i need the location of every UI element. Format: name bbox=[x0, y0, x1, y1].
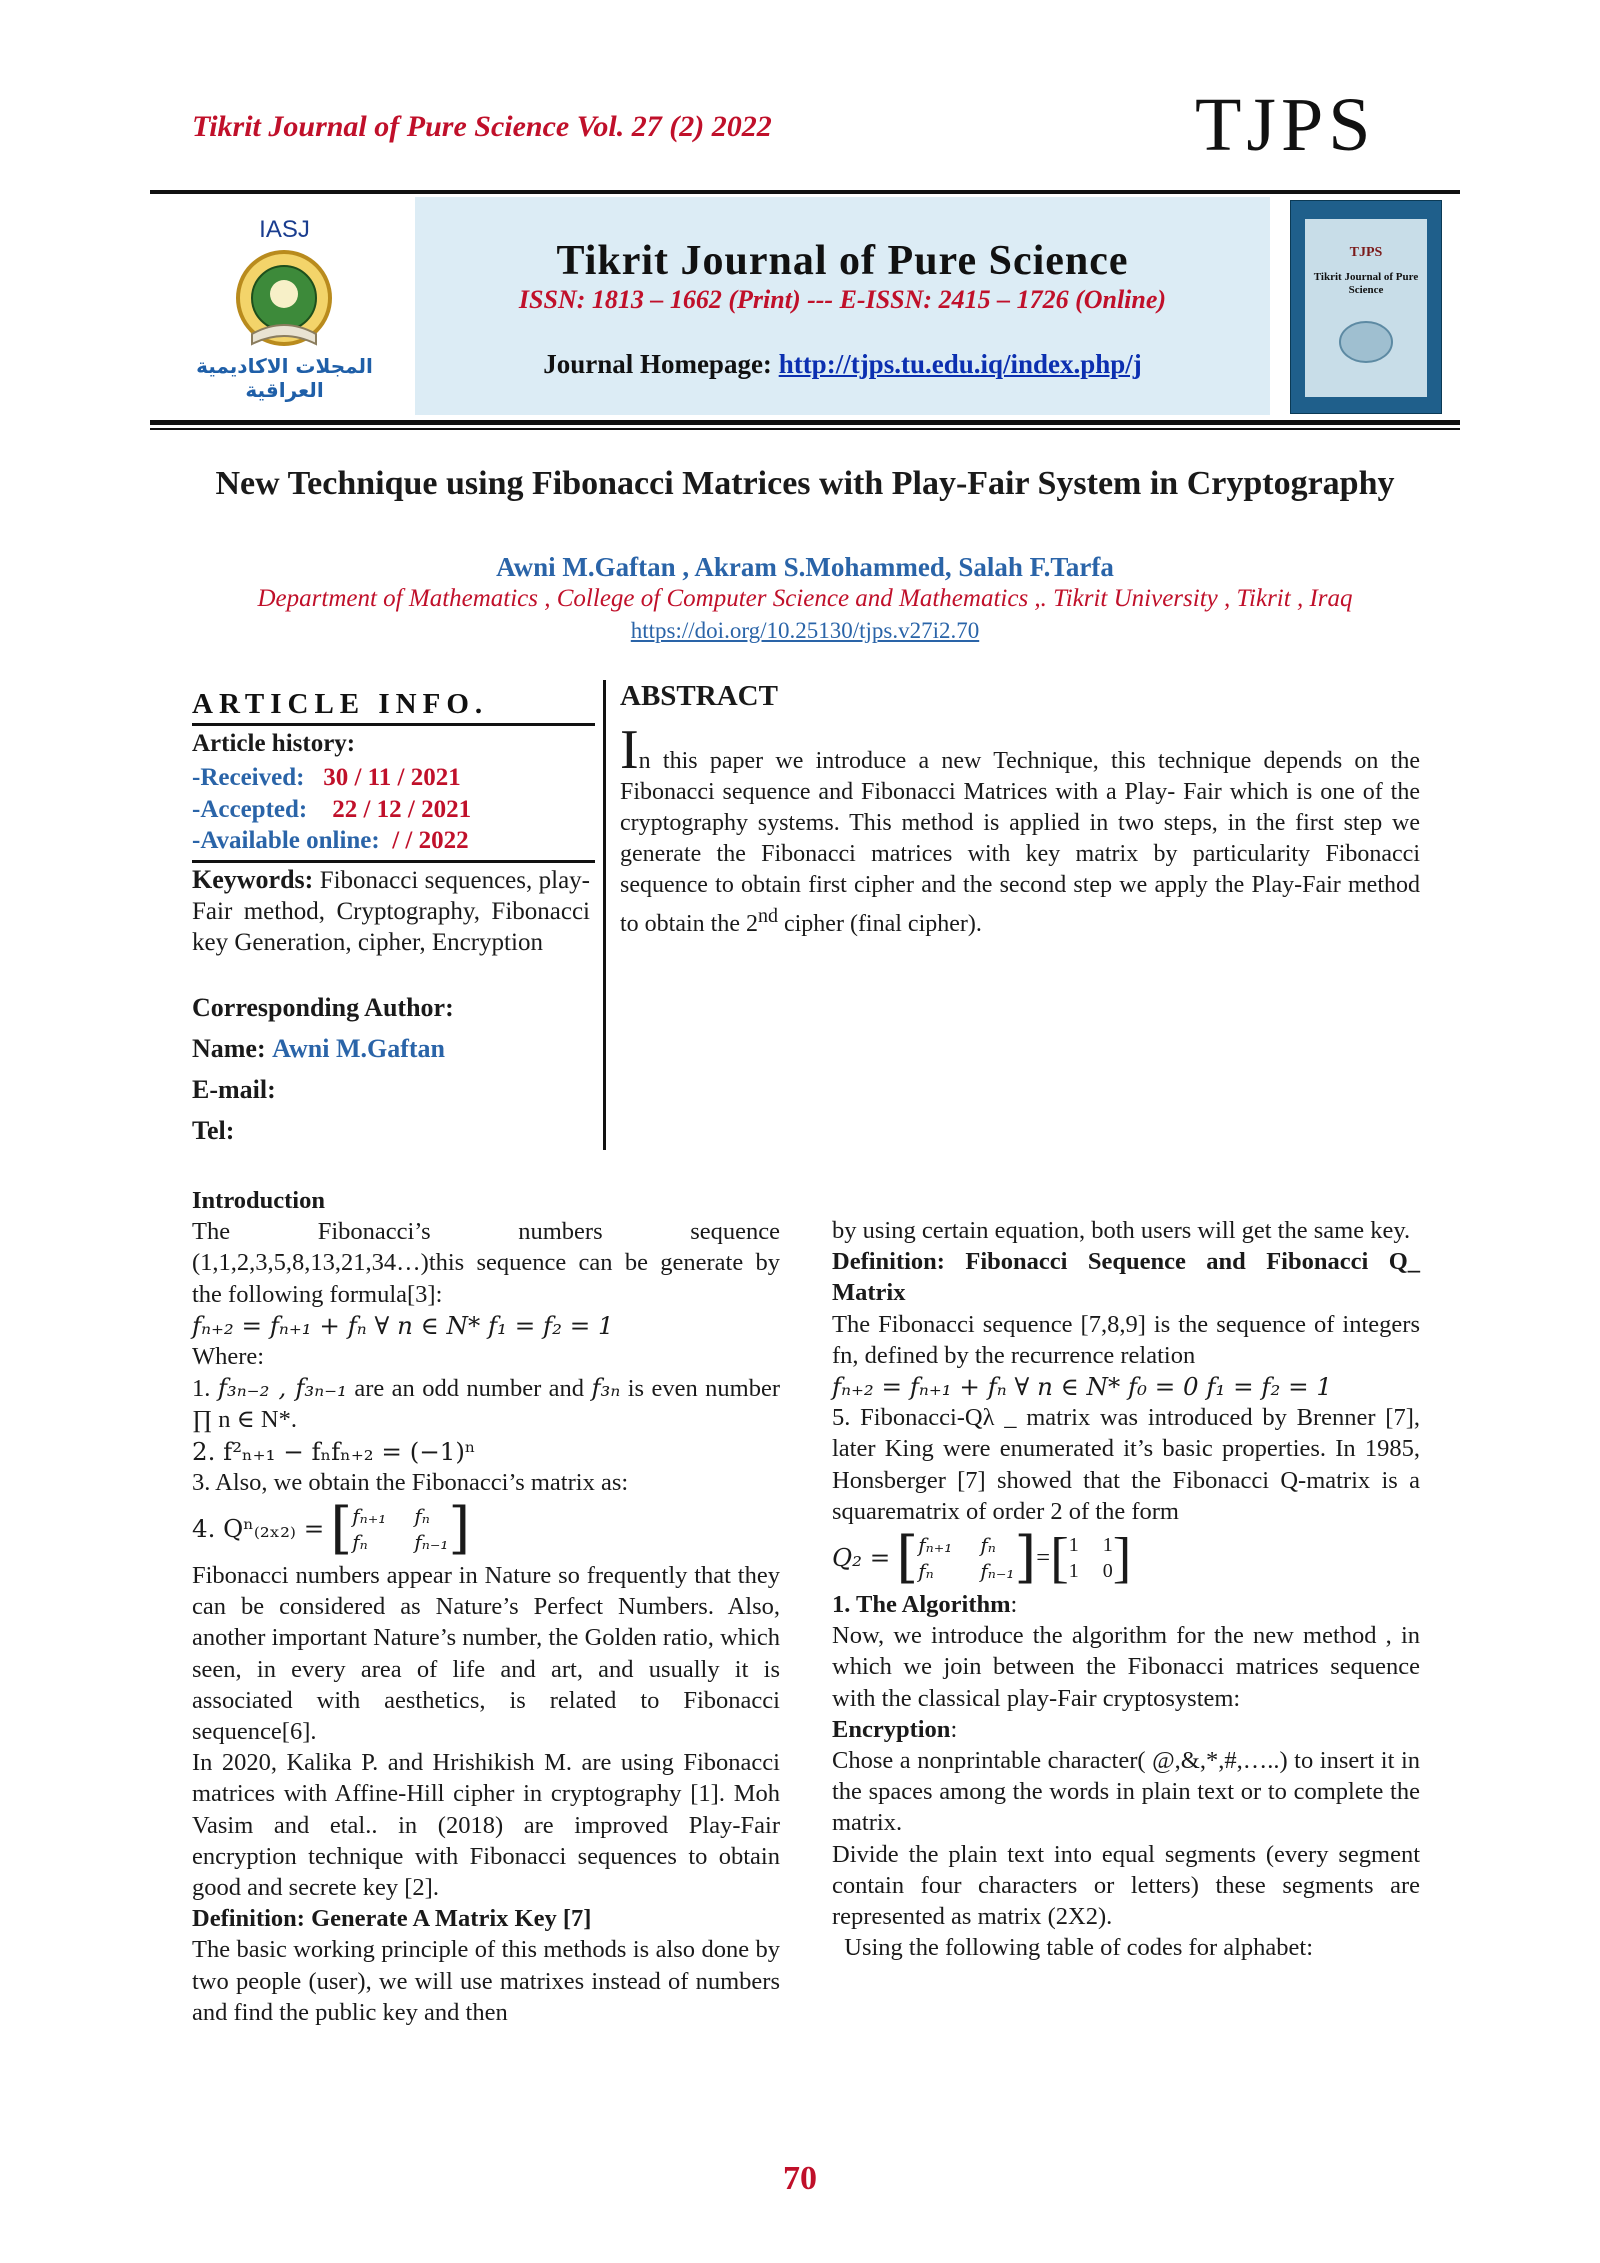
q2-value-cell: 1 bbox=[1068, 1560, 1079, 1583]
article-info-rule bbox=[192, 723, 595, 726]
name-label: Name: bbox=[192, 1034, 273, 1063]
q-matrix-cell: fₙ bbox=[414, 1504, 430, 1529]
paragraph-codes-table: Using the following table of codes for alphabet: bbox=[832, 1934, 1314, 1962]
item-1-math: f₃ₙ₋₂ , f₃ₙ₋₁ bbox=[217, 1373, 347, 1403]
received-label: -Received: bbox=[192, 764, 305, 791]
corresponding-label: Corresponding Author: bbox=[192, 993, 454, 1022]
formula-2: fₙ₊₂ = fₙ₊₁ + fₙ ∀ n ∈ N* f₀ = 0 f₁ = f₂ = 1 bbox=[832, 1372, 1332, 1402]
email-label: E-mail: bbox=[192, 1075, 276, 1104]
matrix-bracket-right: ] bbox=[1014, 1525, 1037, 1591]
item-1-number: 1. bbox=[192, 1375, 218, 1403]
q2-equation bbox=[832, 1527, 1420, 1589]
item-1-math-2: f₃ₙ bbox=[591, 1373, 621, 1403]
cover-title: Tikrit Journal of Pure Science bbox=[1313, 271, 1419, 296]
q2-matrix-cell: fₙ bbox=[918, 1559, 934, 1584]
page-number: 70 bbox=[783, 2160, 817, 2197]
iasj-emblem-icon bbox=[232, 246, 337, 351]
paragraph-nonprintable: Chose a nonprintable character( @,&,*,#,…..) to insert it in the spaces among the words in plain text or to complete the matrix. bbox=[832, 1747, 1420, 1837]
matrix-bracket-right: ] bbox=[448, 1496, 471, 1562]
matrix-bracket-left: [ bbox=[896, 1525, 919, 1591]
item-1-text: are an odd number and bbox=[346, 1375, 592, 1403]
q-matrix-cell: fₙ₊₁ bbox=[352, 1504, 387, 1529]
abstract-text-b: cipher (final cipher). bbox=[777, 911, 982, 937]
item-4-prefix: 4. Qⁿ₍₂ₓ₂₎ = bbox=[192, 1514, 325, 1544]
q-matrix bbox=[330, 1496, 471, 1562]
keywords-text: Fibonacci sequences, play-Fair method, Cryptography, Fibonacci key Generation, cipher, Encryption bbox=[192, 867, 590, 956]
matrix-bracket-left: [ bbox=[1050, 1527, 1069, 1590]
where-label: Where: bbox=[192, 1343, 265, 1371]
journal-cover-image bbox=[1290, 200, 1442, 414]
info-divider bbox=[603, 680, 606, 1150]
paragraph-segments: Divide the plain text into equal segments (every segment contain four characters or letters) these segments are represented as matrix (2X2). bbox=[832, 1840, 1420, 1931]
author-name: Awni M.Gaftan bbox=[272, 1034, 445, 1063]
item-1-text-2: is even number ∏ n ∈ N*. bbox=[192, 1375, 781, 1434]
encryption-colon: : bbox=[950, 1715, 958, 1743]
matrix-bracket-left: [ bbox=[330, 1496, 353, 1562]
header-rule-top bbox=[150, 190, 1460, 194]
formula-1: fₙ₊₂ = fₙ₊₁ + fₙ ∀ n ∈ N* f₁ = f₂ = 1 bbox=[192, 1310, 614, 1340]
accepted-label: -Accepted: bbox=[192, 796, 308, 823]
received-row bbox=[192, 762, 461, 793]
q2-value-cell: 1 bbox=[1102, 1534, 1113, 1557]
q-matrix-cell: fₙ bbox=[352, 1530, 368, 1555]
matrix-bracket-right: ] bbox=[1112, 1527, 1132, 1590]
paragraph-nature: Fibonacci numbers appear in Nature so frequently that they can be considered as Nature’s Perfect Numbers. Also, another important Nature’s number, the Golden ratio, which seen, in every area of life and art, and usually it is associated with aesthetics, is related to Fibonacci sequence[6]. bbox=[192, 1562, 780, 1746]
running-title: Tikrit Journal of Pure Science Vol. 27 (2) 2022 bbox=[192, 110, 772, 143]
paragraph-sequence: The Fibonacci sequence [7,8,9] is the sequence of integers fn, defined by the recurrence relation bbox=[832, 1310, 1420, 1369]
online-row bbox=[192, 825, 469, 856]
affiliation: Department of Mathematics , College of Computer Science and Mathematics ,. Tikrit University , Tikrit , Iraq bbox=[257, 585, 1353, 612]
header-rule-bottom bbox=[150, 420, 1460, 425]
accepted-value: 22 / 12 / 2021 bbox=[332, 796, 472, 823]
abstract-heading: ABSTRACT bbox=[620, 680, 778, 712]
tjps-logo: TJPS bbox=[1195, 83, 1376, 167]
intro-paragraph: The Fibonacci’s numbers sequence (1,1,2,3,5,8,13,21,34…)this sequence can be generate by the following formula[3]: bbox=[192, 1218, 780, 1308]
item-2: 2. f²ₙ₊₁ − fₙfₙ₊₂ = (−1)ⁿ bbox=[192, 1436, 476, 1466]
homepage-label: Journal Homepage: bbox=[543, 349, 779, 379]
cover-tjps: TJPS bbox=[1349, 245, 1383, 260]
algorithm-colon: : bbox=[1010, 1591, 1018, 1619]
banner-issn: ISSN: 1813 – 1662 (Print) --- E-ISSN: 2415 – 1726 (Online) bbox=[518, 285, 1167, 314]
abstract-dropcap: I bbox=[620, 719, 639, 781]
right-column bbox=[832, 1215, 1420, 1963]
accepted-row bbox=[192, 794, 471, 825]
online-label: -Available online: bbox=[192, 827, 380, 854]
authors: Awni M.Gaftan , Akram S.Mohammed, Salah F.Tarfa bbox=[496, 552, 1114, 582]
journal-banner bbox=[415, 197, 1270, 415]
online-value: / / 2022 bbox=[385, 827, 469, 854]
encryption-heading: Encryption bbox=[832, 1715, 951, 1743]
introduction-heading: Introduction bbox=[192, 1187, 325, 1214]
paper-title: New Technique using Fibonacci Matrices with Play-Fair System in Cryptography bbox=[215, 465, 1395, 502]
iasj-logo bbox=[162, 212, 407, 402]
q2-matrix-cell: fₙ₊₁ bbox=[918, 1533, 953, 1558]
definition-q-heading: Definition: Fibonacci Sequence and Fibonacci Q_ Matrix bbox=[832, 1248, 1420, 1307]
paragraph-working-principle: The basic working principle of this methods is also done by two people (user), we will use matrixes instead of numbers and find the public key and then bbox=[192, 1936, 780, 2026]
abstract-text bbox=[620, 719, 1420, 940]
paragraph-related-work: In 2020, Kalika P. and Hrishikish M. are using Fibonacci matrices with Affine-Hill cipher in cryptography [1]. Moh Vasim and etal.. in (2018) are improved Play-Fair encryption technique with Fibonacci sequences to obtain good and secrete key [2]. bbox=[192, 1749, 780, 1902]
algorithm-heading-row bbox=[832, 1589, 1420, 1620]
algorithm-heading: 1. The Algorithm bbox=[832, 1591, 1011, 1619]
q2-matrix-cell: fₙ₋₁ bbox=[980, 1559, 1015, 1584]
definition-key-heading: Definition: Generate A Matrix Key [7] bbox=[192, 1905, 592, 1933]
q2-prefix: Q₂ = bbox=[832, 1543, 891, 1573]
keywords bbox=[192, 864, 590, 958]
q2-value-grid bbox=[1069, 1532, 1113, 1584]
left-column bbox=[192, 1185, 780, 2028]
history-label: Article history: bbox=[192, 730, 356, 757]
cover-inner bbox=[1305, 219, 1427, 397]
doi-link[interactable]: https://doi.org/10.25130/tjps.v27i2.70 bbox=[630, 618, 980, 643]
article-info-rule-2 bbox=[192, 860, 595, 863]
paragraph-same-key: by using certain equation, both users will get the same key. bbox=[832, 1217, 1411, 1244]
paragraph-algorithm: Now, we introduce the algorithm for the new method , in which we join between the Fibonacci matrices sequence with the classical play-Fair cryptosystem: bbox=[832, 1622, 1420, 1712]
cover-emblem-icon bbox=[1336, 317, 1396, 367]
q2-value-cell: 1 bbox=[1068, 1534, 1079, 1557]
q2-matrix bbox=[896, 1525, 1037, 1591]
q2-value-cell: 0 bbox=[1102, 1560, 1113, 1583]
header-rule-bottom-thin bbox=[150, 428, 1460, 430]
iasj-label: IASJ bbox=[259, 216, 310, 243]
q2-matrix-cell: fₙ bbox=[980, 1533, 996, 1558]
q2-matrix-grid bbox=[918, 1532, 1014, 1584]
q2-value-matrix bbox=[1050, 1527, 1132, 1590]
q-matrix-grid bbox=[352, 1503, 448, 1555]
banner-title: Tikrit Journal of Pure Science bbox=[556, 238, 1129, 284]
item-4 bbox=[192, 1498, 780, 1560]
paragraph-q-matrix: 5. Fibonacci-Qλ _ matrix was introduced by Brenner [7], later King were enumerated it’s basic properties. In 1985, Honsberger [7] showed that the Fibonacci Q-matrix is a squarematrix of order 2 of the form bbox=[832, 1404, 1420, 1525]
item-1 bbox=[192, 1372, 780, 1435]
article-info-heading: ARTICLE INFO. bbox=[192, 688, 489, 720]
item-3: 3. Also, we obtain the Fibonacci’s matrix as: bbox=[192, 1468, 629, 1496]
homepage-link[interactable]: http://tjps.tu.edu.iq/index.php/j bbox=[778, 349, 1142, 379]
iasj-arabic-label: المجلات الاكاديمية العراقية bbox=[196, 354, 373, 402]
q2-equals: = bbox=[1036, 1544, 1051, 1572]
abstract-sup: nd bbox=[757, 905, 778, 927]
banner-homepage bbox=[415, 349, 1270, 380]
tel-label: Tel: bbox=[192, 1116, 235, 1145]
author-name-row bbox=[192, 1034, 445, 1064]
keywords-label: Keywords: bbox=[192, 865, 314, 894]
abstract-text-a: n this paper we introduce a new Technique, this technique depends on the Fibonacci sequence and Fibonacci Matrices with a Play- Fair which is one of the cryptography systems. This method is applied in two steps, in the first step we generate the Fibonacci matrices with key matrix by particularity Fibonacci sequence to obtain first cipher and the second step we apply the Play-Fair method to obtain the 2 bbox=[620, 748, 1420, 937]
encryption-heading-row bbox=[832, 1714, 1420, 1745]
q-matrix-cell: fₙ₋₁ bbox=[414, 1530, 449, 1555]
received-value: 30 / 11 / 2021 bbox=[323, 764, 461, 791]
